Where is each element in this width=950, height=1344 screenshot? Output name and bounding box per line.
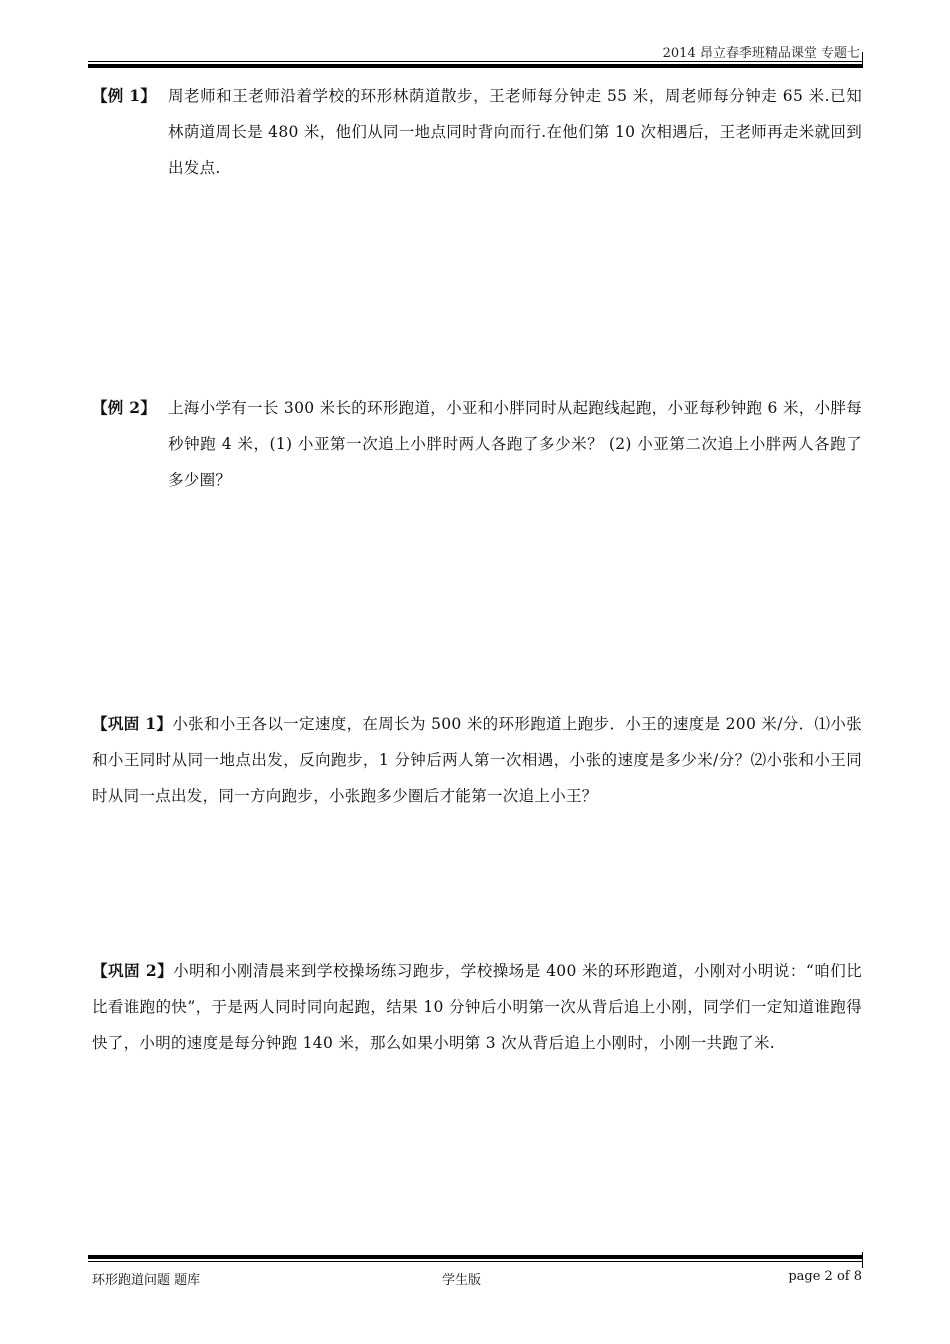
consolidation-2-tag: 【巩固 2】 — [92, 961, 174, 980]
example-2-text: 上海小学有一长 300 米长的环形跑道，小亚和小胖同时从起跑线起跑，小亚每秒钟跑 6 米，小胖每秒钟跑 4 米，(1) 小亚第一次追上小胖时两人各跑了多少米？ (2) 小亚第二次追上小胖两人各跑了多少圈？ — [168, 399, 862, 489]
consolidation-1 — [92, 706, 862, 814]
example-2-tag: 【例 2】 — [92, 398, 157, 417]
footer-page-number: page 2 of 8 — [788, 1269, 862, 1284]
example-1 — [92, 78, 862, 186]
header-rule-thin — [88, 61, 863, 62]
example-1-tag: 【例 1】 — [92, 86, 157, 105]
header-edge-mark — [862, 52, 863, 68]
consolidation-2-text: 小明和小刚清晨来到学校操场练习跑步，学校操场是 400 米的环形跑道，小刚对小明说：“咱们比比看谁跑的快”，于是两人同时同向起跑，结果 10 分钟后小明第一次从背后追上小刚，同学们一定知道谁跑得快了，小明的速度是每分钟跑 140 米，那么如果小明第 3 次从背后追上小刚时，小刚一共跑了米. — [92, 962, 862, 1052]
footer-edge-mark — [862, 1252, 863, 1268]
example-2 — [92, 390, 862, 498]
example-1-text: 周老师和王老师沿着学校的环形林荫道散步，王老师每分钟走 55 米，周老师每分钟走 65 米.已知林荫道周长是 480 米，他们从同一地点同时背向而行.在他们第 10 次相遇后，王老师再走米就回到出发点. — [168, 87, 862, 177]
consolidation-1-tag: 【巩固 1】 — [92, 714, 173, 733]
footer-edition: 学生版 — [442, 1273, 482, 1288]
consolidation-1-text: 小张和小王各以一定速度，在周长为 500 米的环形跑道上跑步．小王的速度是 200 米/分．⑴小张和小王同时从同一地点出发，反向跑步，1 分钟后两人第一次相遇，小张的速度是多少米/分？⑵小张和小王同时从同一点出发，同一方向跑步，小张跑多少圈后才能第一次追上小王？ — [92, 715, 862, 805]
page-header-title: 2014 昂立春季班精品课堂 专题七 — [662, 46, 860, 61]
consolidation-2 — [92, 953, 862, 1061]
page-footer — [92, 1269, 862, 1289]
footer-document-title: 环形跑道问题 题库 — [92, 1273, 201, 1288]
header-rule-thick — [88, 64, 863, 68]
footer-rule-thick — [88, 1255, 863, 1259]
footer-rule-thin — [88, 1261, 863, 1262]
